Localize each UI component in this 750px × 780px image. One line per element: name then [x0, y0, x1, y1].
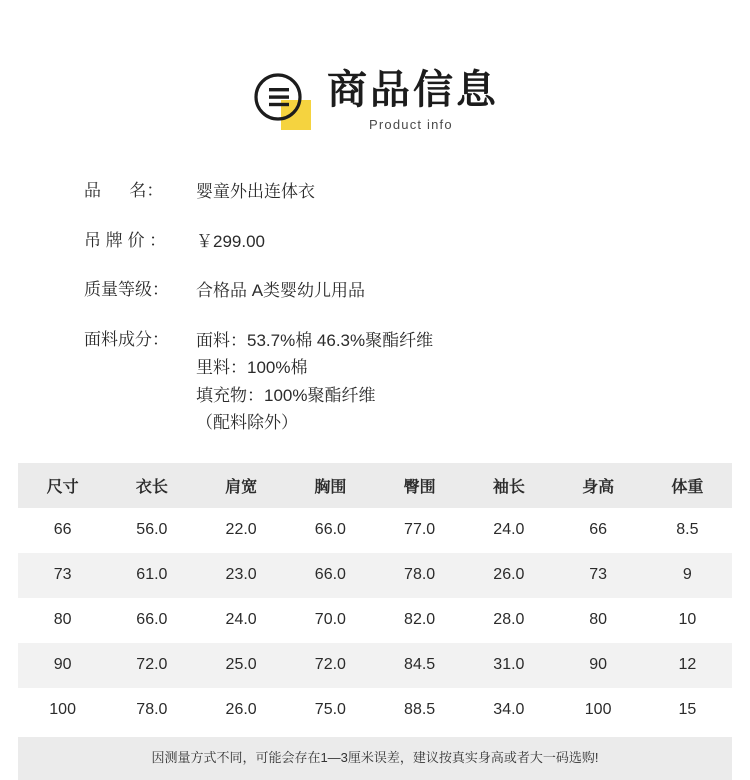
table-cell: 66.0 — [107, 598, 196, 643]
size-table — [18, 463, 732, 733]
info-value-line: （配料除外） — [196, 413, 298, 433]
info-row — [84, 277, 710, 305]
page-subtitle: Product info — [369, 116, 453, 132]
table-cell: 72.0 — [107, 643, 196, 688]
info-row — [84, 327, 710, 437]
table-cell: 15 — [643, 688, 732, 733]
table-cell: 25.0 — [197, 643, 286, 688]
info-value-line: 合格品 A类婴幼儿用品 — [196, 281, 366, 301]
circle-e-logo-icon — [251, 70, 313, 132]
table-row — [18, 688, 732, 733]
info-value — [196, 228, 265, 256]
size-table-section — [0, 463, 750, 780]
column-header: 臀围 — [375, 463, 464, 508]
table-row — [18, 508, 732, 553]
table-cell: 34.0 — [464, 688, 553, 733]
info-label: 质量等级： — [84, 280, 169, 300]
table-cell: 78.0 — [107, 688, 196, 733]
size-table-head — [18, 463, 732, 508]
table-cell: 66.0 — [286, 508, 375, 553]
info-value-line: 填充物：100%聚酯纤维 — [196, 385, 376, 405]
table-cell: 24.0 — [197, 598, 286, 643]
table-cell: 78.0 — [375, 553, 464, 598]
title-block — [327, 62, 499, 132]
info-label: 品 名： — [84, 181, 164, 200]
product-info-list — [0, 178, 750, 437]
table-cell: 31.0 — [464, 643, 553, 688]
info-value-line: 婴童外出连体衣 — [196, 182, 315, 201]
table-cell: 73 — [18, 553, 107, 598]
info-value-line: 面料：53.7%棉 46.3%聚酯纤维 — [196, 330, 434, 350]
info-value — [196, 178, 315, 206]
table-cell: 28.0 — [464, 598, 553, 643]
table-cell: 70.0 — [286, 598, 375, 643]
table-cell: 77.0 — [375, 508, 464, 553]
table-header-row — [18, 463, 732, 508]
table-cell: 66 — [18, 508, 107, 553]
column-header: 体重 — [643, 463, 732, 508]
table-cell: 26.0 — [464, 553, 553, 598]
table-cell: 24.0 — [464, 508, 553, 553]
table-cell: 8.5 — [643, 508, 732, 553]
table-cell: 10 — [643, 598, 732, 643]
table-cell: 88.5 — [375, 688, 464, 733]
column-header: 尺寸 — [18, 463, 107, 508]
info-label: 吊 牌 价 ： — [84, 230, 167, 250]
table-cell: 75.0 — [286, 688, 375, 733]
table-row — [18, 598, 732, 643]
size-table-note: 因测量方式不同，可能会存在1—3厘米误差，建议按真实身高或者大一码选购! — [18, 737, 732, 780]
table-cell: 9 — [643, 553, 732, 598]
table-row — [18, 643, 732, 688]
column-header: 肩宽 — [197, 463, 286, 508]
size-table-body — [18, 508, 732, 733]
table-cell: 72.0 — [286, 643, 375, 688]
info-value — [196, 327, 433, 437]
info-row — [84, 178, 710, 206]
table-cell: 90 — [554, 643, 643, 688]
info-value-line: ￥299.00 — [196, 231, 265, 251]
table-cell: 84.5 — [375, 643, 464, 688]
table-cell: 12 — [643, 643, 732, 688]
table-cell: 66.0 — [286, 553, 375, 598]
table-cell: 22.0 — [197, 508, 286, 553]
table-cell: 100 — [18, 688, 107, 733]
table-cell: 23.0 — [197, 553, 286, 598]
table-cell: 73 — [554, 553, 643, 598]
info-row — [84, 228, 710, 256]
page-title: 商品信息 — [327, 68, 499, 112]
column-header: 袖长 — [464, 463, 553, 508]
table-cell: 82.0 — [375, 598, 464, 643]
info-value-line: 里料：100%棉 — [196, 358, 308, 378]
table-cell: 26.0 — [197, 688, 286, 733]
page-header — [0, 0, 750, 142]
table-cell: 66 — [554, 508, 643, 553]
table-row — [18, 553, 732, 598]
info-value — [196, 277, 365, 305]
column-header: 衣长 — [107, 463, 196, 508]
table-cell: 100 — [554, 688, 643, 733]
table-cell: 90 — [18, 643, 107, 688]
table-cell: 61.0 — [107, 553, 196, 598]
table-cell: 80 — [554, 598, 643, 643]
table-cell: 56.0 — [107, 508, 196, 553]
column-header: 身高 — [554, 463, 643, 508]
info-label: 面料成分： — [84, 329, 169, 349]
table-cell: 80 — [18, 598, 107, 643]
column-header: 胸围 — [286, 463, 375, 508]
